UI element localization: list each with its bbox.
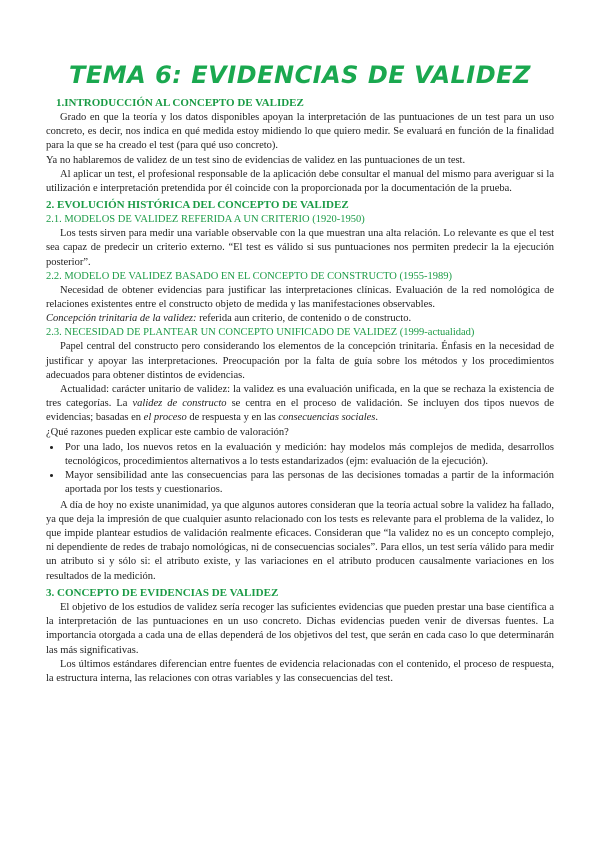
section-3-heading: 3. CONCEPTO DE EVIDENCIAS DE VALIDEZ (46, 586, 279, 599)
section-2-1-paragraph: Los tests sirven para medir una variable observable con la que muestran una alta relación. Lo relevante es que el test sea capaz de predecir un criterio externo. “El test es válido si sus puntuaciones nos permiten predecir la la ejecución posterior”. (46, 228, 554, 268)
section-1-paragraph-3: Al aplicar un test, el profesional responsable de la aplicación debe consultar el manual del mismo para averiguar si la utilización e interpretación pretendida por él coincide con la proporcionada por la documentación de la prueba. (46, 168, 554, 195)
section-2-3-paragraph-2 (46, 383, 554, 426)
reasons-list (46, 441, 554, 498)
list-item: • Por una lado, los nuevos retos en la evaluación y medición: hay modelos más complejos de medida, desarrollos tecnológicos, procedimientos alternativos a lo tests estandarizados (ejm: evaluación de la ejecución). (62, 441, 554, 469)
section-2-heading: 2. EVOLUCIÓN HISTÓRICA DEL CONCEPTO DE VALIDEZ (46, 199, 349, 212)
section-1-paragraph-1: Grado en que la teoría y los datos disponibles apoyan la interpretación de las puntuaciones de un test para un uso concreto, es decir, nos indica en qué medida estoy midiendo lo que quiero medir. Se evaluará en función de la finalidad para la que se ha creado el test (para qué uso concreto). (46, 112, 554, 152)
text-run: se centra en el proceso de validación. Se incluyen dos tipos nuevos de evidencias; basadas en (46, 398, 555, 424)
list-item: • Mayor sensibilidad ante las consecuencias para las personas de las decisiones tomadas a partir de la información aportada por los tests y cuestionarios. (62, 469, 554, 497)
page-title: TEMA 6: EVIDENCIAS DE VALIDEZ (69, 61, 531, 89)
trinitarian-concept-label: Concepción trinitaria de la validez: (46, 313, 197, 325)
section-2-3-question: ¿Qué razones pueden explicar este cambio de valoración? (46, 426, 289, 438)
section-2-3-paragraph-3: A día de hoy no existe unanimidad, ya que algunos autores consideran que la teoría actual sobre la validez ha fallado, ya que deja la impresión de que cualquier asunto relacionado con los tests es relevante para el problema de la validez, lo que impide plantear estudios de validación realmente eficaces. Consideran que “la validez no es un concepto complejo, ni dependiente de redes de trabajo nomológicas, ni de consecuencias sociales”. Para ellos, un test sería válido para medir un atributo si y sólo si: el atributo existe, y las variaciones en el atributo producen causalmente variaciones en los resultados de la medición. (46, 499, 554, 582)
section-2-3-heading: 2.3. NECESIDAD DE PLANTEAR UN CONCEPTO UNIFICADO DE VALIDEZ (1999-actualidad) (46, 327, 475, 339)
section-2-1-heading: 2.1. MODELOS DE VALIDEZ REFERIDA A UN CRITERIO (1920-1950) (46, 214, 365, 226)
section-3-paragraph-2: Los últimos estándares diferencian entre fuentes de evidencia relacionadas con el contenido, el proceso de respuesta, la estructura interna, las relaciones con otras variables y las consecuencias del test. (46, 658, 554, 684)
emphasis-text: el proceso (143, 412, 187, 424)
trinitarian-concept-text: referida aun criterio, de contenido o de constructo. (196, 313, 412, 325)
section-2-2-heading: 2.2. MODELO DE VALIDEZ BASADO EN EL CONCEPTO DE CONSTRUCTO (1955-1989) (46, 270, 452, 282)
text-run: . (375, 412, 379, 424)
text-run: de respuesta y en las (186, 412, 279, 424)
section-3-paragraph-1: El objetivo de los estudios de validez sería recoger las suficientes evidencias que pueden prestar una base científica a la interpretación de las puntuaciones en un uso concreto. Dichas evidencias pueden venir de diversas fuentes. La importancia otorgada a cada una de ellas dependerá de los objetivos del test, que serán en cada caso lo que determinarán las más significativas. (46, 601, 554, 656)
text-run: Actualidad: carácter unitario de validez: la validez es una evaluación unificada, en la que se rechaza la existencia de tres categorías. La (46, 384, 554, 410)
section-1-paragraph-2: Ya no hablaremos de validez de un test sino de evidencias de validez en las puntuaciones de un test. (46, 154, 466, 166)
emphasis-text: validez de constructo (132, 398, 227, 410)
section-2-2-paragraph-1: Necesidad de obtener evidencias para justificar las interpretaciones clínicas. Evaluación de la red nomológica de relaciones existentes entre el constructo objeto de medida y las manifestaciones observables. (46, 284, 554, 311)
section-1-heading: 1.INTRODUCCIÓN AL CONCEPTO DE VALIDEZ (56, 97, 304, 109)
section-2-3-paragraph-1: Papel central del constructo pero considerando los elementos de la concepción trinitaria. Énfasis en la necesidad de justificar y apoyar las interpretaciones. Preocupación por la falta de guía sobre los métodos y los procedimientos adecuados para obtener distintos de evidencias. (46, 341, 554, 381)
emphasis-text: consecuencias sociales (278, 412, 376, 424)
section-2-2-paragraph-2 (46, 312, 554, 326)
